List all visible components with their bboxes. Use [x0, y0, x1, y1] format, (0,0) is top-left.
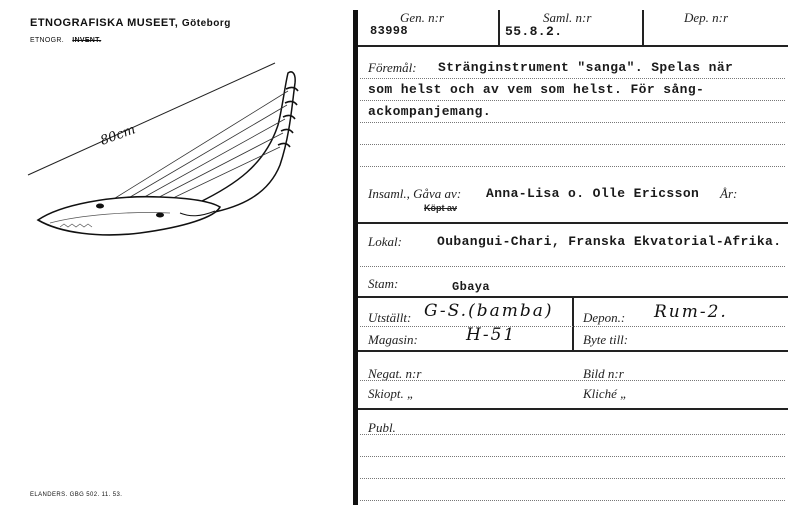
magasin-label: Magasin:	[368, 332, 418, 347]
sound-hole-right	[156, 213, 164, 218]
foremal-line-3: ackompanjemang.	[368, 104, 492, 119]
rule-magasin	[358, 350, 788, 352]
skiopt-label: Skiopt. „	[368, 386, 415, 401]
museum-title: ETNOGRAFISKA MUSEET,	[30, 17, 179, 29]
saml-label: Saml. n:r	[543, 10, 592, 25]
rule-insaml	[358, 222, 788, 224]
harp-neck	[198, 72, 295, 213]
bild-label: Bild n:r	[583, 366, 624, 381]
printer-mark: ELANDERS. GBG 502. 11. 53.	[30, 492, 123, 498]
foremal-line-2: som helst och av vem som helst. För sång-	[368, 82, 705, 97]
stam-value: Gbaya	[452, 280, 491, 294]
foremal-label: Föremål:	[368, 60, 417, 75]
magasin-value: H-51	[466, 325, 517, 345]
museum-name	[30, 17, 231, 29]
byte-label: Byte till:	[583, 332, 629, 347]
insaml-value: Anna-Lisa o. Olle Ericsson	[486, 186, 700, 201]
sketch-dimension-label: 80cm	[98, 122, 138, 149]
rule-top	[358, 45, 788, 47]
gen-label: Gen. n:r	[400, 10, 445, 25]
insaml-struck-word: Köpt av	[424, 203, 458, 213]
depon-label: Depon.:	[583, 310, 626, 325]
foremal-line-1: Stränginstrument "sanga". Spelas när	[438, 60, 734, 75]
museum-city: Göteborg	[181, 18, 231, 29]
lokal-value: Oubangui-Chari, Franska Ekvatorial-Afrika.	[437, 234, 782, 249]
etnogr-line	[30, 37, 101, 44]
negat-label: Negat. n:r	[368, 366, 422, 381]
saml-value: 55.8.2.	[505, 24, 563, 39]
gen-value: 83998	[370, 24, 409, 38]
dimension-line	[28, 63, 275, 175]
divider-saml-dep	[642, 10, 644, 45]
divider-gen-saml	[498, 10, 500, 45]
rule-skiopt	[358, 408, 788, 410]
lokal-label: Lokal:	[368, 234, 402, 249]
card-margin-line	[353, 10, 358, 505]
divider-utstallt-depon	[572, 298, 574, 350]
insaml-label: Insaml., Gåva av:	[368, 186, 462, 201]
sound-hole-left	[96, 204, 104, 209]
kliche-label: Kliché „	[583, 386, 628, 401]
depon-value: Rum-2.	[654, 302, 728, 322]
utstallt-value: G-S.(bamba)	[424, 301, 554, 321]
etnogr-struck-word: INVENT.	[72, 37, 102, 44]
stam-label: Stam:	[368, 276, 399, 291]
etnogr-label: ETNOGR.	[30, 37, 64, 44]
utstallt-label: Utställt:	[368, 310, 412, 325]
ar-label: År:	[720, 186, 738, 201]
dep-label: Dep. n:r	[684, 10, 729, 25]
publ-label: Publ.	[368, 420, 396, 435]
harp-sketch	[20, 55, 340, 275]
